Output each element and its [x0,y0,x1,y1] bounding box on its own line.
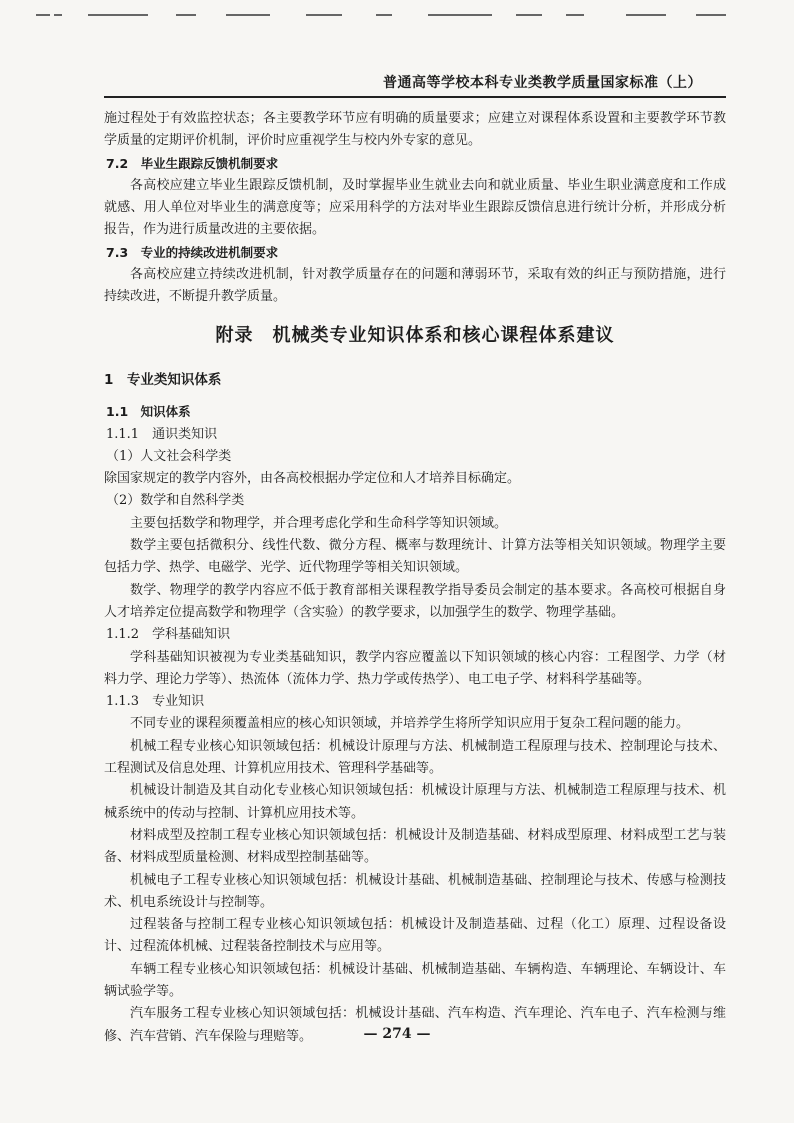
section-1-1-2-heading: 1.1.2 学科基础知识 [106,627,231,643]
list-item-1-text: 除国家规定的教学内容外，由各高校根据办学定位和人才培养目标确定。 [104,471,521,487]
page-number: — 274 — [363,1026,431,1042]
list-item-2-paragraph-1: 主要包括数学和物理学，并合理考虑化学和生命科学等知识领域。 [130,515,508,531]
section-1-heading: 1 专业类知识体系 [104,371,222,388]
section-1-1-3-heading: 1.1.3 专业知识 [106,694,205,710]
scan-artifact-marks [36,14,756,20]
running-header: 普通高等学校本科专业类教学质量国家标准（上） [383,75,702,91]
section-1-1-3-paragraph-6: 过程装备与控制工程专业核心知识领域包括：机械设计及制造基础、过程（化工）原理、过程设备设计、过程流体机械、过程装备控制技术与应用等。 [104,917,726,955]
section-1-1-1-heading: 1.1.1 通识类知识 [106,426,218,442]
section-1-1-3-paragraph-8: 汽车服务工程专业核心知识领域包括：机械设计基础、汽车构造、汽车理论、汽车电子、汽车检测与维修、汽车营销、汽车保险与理赔等。 [104,1006,726,1044]
section-1-1-3-paragraph-4: 材料成型及控制工程专业核心知识领域包括：机械设计及制造基础、材料成型原理、材料成型工艺与装备、材料成型质量检测、材料成型控制基础等。 [104,827,726,866]
list-item-2-paragraph-2: 数学主要包括微积分、线性代数、微分方程、概率与数理统计、计算方法等相关知识领域。物理学主要包括力学、热学、电磁学、光学、近代物理学等相关知识领域。 [104,538,726,576]
section-1-1-3-paragraph-5: 机械电子工程专业核心知识领域包括：机械设计基础、机械制造基础、控制理论与技术、传感与检测技术、机电系统设计与控制等。 [104,872,726,910]
section-1-1-2-text: 学科基础知识被视为专业类基础知识，教学内容应覆盖以下知识领域的核心内容：工程图学、力学（材料力学、理论力学等）、热流体（流体力学、热力学或传热学）、电工电子学、材料科学基础等。 [104,649,726,687]
section-1-1-3-paragraph-7: 车辆工程专业核心知识领域包括：机械设计基础、机械制造基础、车辆构造、车辆理论、车辆设计、车辆试验学等。 [104,961,726,999]
appendix-title: 附录 机械类专业知识体系和核心课程体系建议 [215,324,615,346]
section-1-1-heading: 1.1 知识体系 [106,404,191,420]
header-rule [104,96,726,98]
list-item-2-heading: （2）数学和自然科学类 [106,493,245,509]
paragraph-continuation: 施过程处于有效监控状态；各主要教学环节应有明确的质量要求；应建立对课程体系设置和主要教学环节教学质量的定期评价机制，评价时应重视学生与校内外专家的意见。 [104,111,726,149]
section-7-3-heading: 7.3 专业的持续改进机制要求 [106,244,279,260]
section-1-1-3-paragraph-2: 机械工程专业核心知识领域包括：机械设计原理与方法、机械制造工程原理与技术、控制理论与技术、工程测试及信息处理、计算机应用技术、管理科学基础等。 [104,738,726,777]
section-7-2-heading: 7.2 毕业生跟踪反馈机制要求 [106,155,279,171]
section-7-3-text: 各高校应建立持续改进机制，针对教学质量存在的问题和薄弱环节，采取有效的纠正与预防措施，进行持续改进，不断提升教学质量。 [104,267,726,305]
list-item-1-heading: （1）人文社会科学类 [106,448,232,464]
section-7-2-text: 各高校应建立毕业生跟踪反馈机制，及时掌握毕业生就业去向和就业质量、毕业生职业满意度和工作成就感、用人单位对毕业生的满意度等；应采用科学的方法对毕业生跟踪反馈信息进行统计分析，并形成分析报告，作为进行质量改进的主要依据。 [104,177,726,238]
section-1-1-3-paragraph-3: 机械设计制造及其自动化专业核心知识领域包括：机械设计原理与方法、机械制造工程原理与技术、机械系统中的传动与控制、计算机应用技术等。 [104,783,726,821]
body-text [104,108,726,1048]
section-1-1-3-paragraph-1: 不同专业的课程须覆盖相应的核心知识领域，并培养学生将所学知识应用于复杂工程问题的能力。 [130,716,690,732]
list-item-2-paragraph-3: 数学、物理学的教学内容应不低于教育部相关课程教学指导委员会制定的基本要求。各高校可根据自身人才培养定位提高数学和物理学（含实验）的教学要求，以加强学生的数学、物理学基础。 [104,582,726,620]
